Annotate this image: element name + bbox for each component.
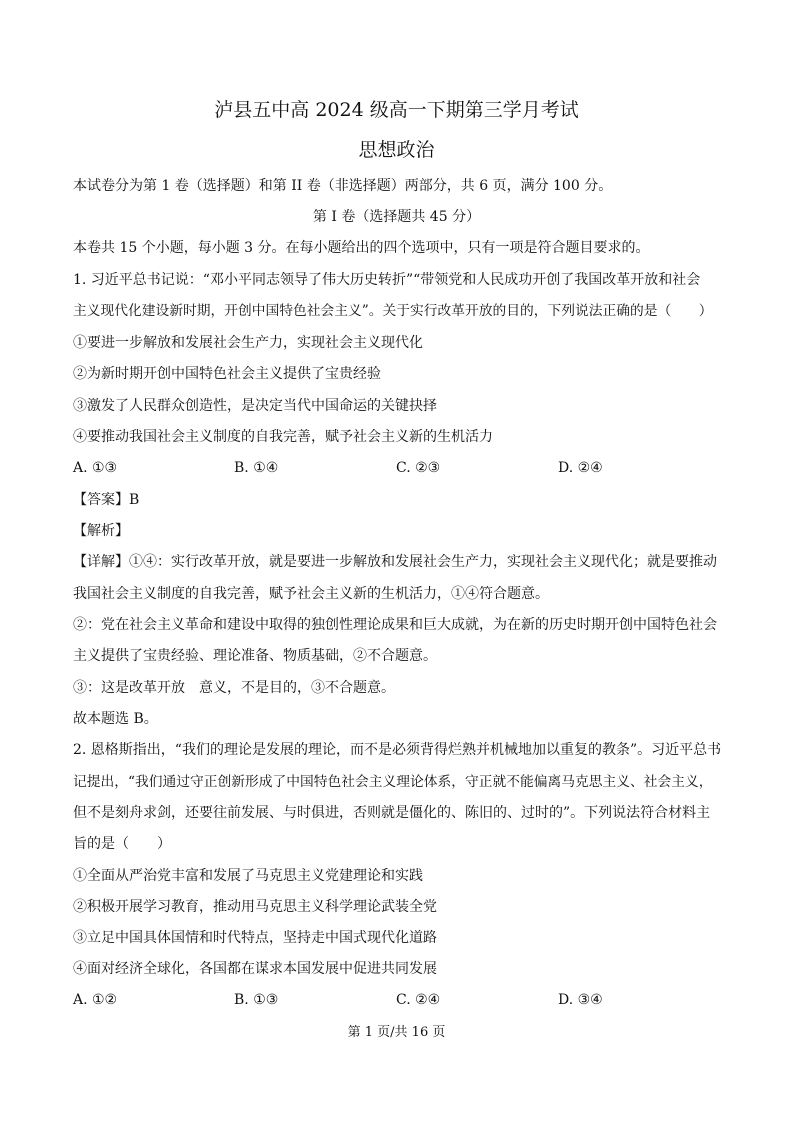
section-instruction: 本卷共 15 个小题，每小题 3 分。在每小题给出的四个选项中，只有一项是符合题目要求的。	[73, 240, 650, 256]
q1-option-a: A. ①③	[73, 460, 118, 476]
q1-stem-line2: 主义现代化建设新时期，开创中国特色社会主义”。关于实行改革开放的目的，下列说法正确的是（ ）	[73, 303, 713, 319]
q1-answer: 【答案】B	[73, 492, 140, 508]
q1-statement-2: ②为新时期开创中国特色社会主义提供了宝贵经验	[73, 366, 381, 382]
q1-stem-line1: 1. 习近平总书记说：“邓小平同志领导了伟大历史转折”“带领党和人民成功开创了我国改革开放和社会	[73, 272, 701, 288]
q1-detail-line1: 【详解】①④：实行改革开放，就是要进一步解放和发展社会生产力，实现社会主义现代化；就是要推动	[73, 554, 717, 570]
q1-options	[73, 458, 723, 478]
page-footer: 第 1 页/共 16 页	[347, 1025, 446, 1040]
q2-statement-4: ④面对经济全球化，各国都在谋求本国发展中促进共同发展	[73, 961, 437, 977]
subject-title: 思想政治	[358, 139, 435, 161]
exam-title: 泸县五中高 2024 级高一下期第三学月考试	[214, 99, 579, 121]
q1-detail-line2: 我国社会主义制度的自我完善，赋予社会主义新的生机活力，①④符合题意。	[73, 586, 549, 602]
q2-statement-2: ②积极开展学习教育，推动用马克思主义科学理论武装全党	[73, 899, 437, 915]
q1-option-c: C. ②③	[396, 460, 441, 476]
q1-detail-line4: 主义提供了宝贵经验、理论准备、物质基础，②不合题意。	[73, 648, 437, 664]
exam-intro: 本试卷分为第 1 卷（选择题）和第 II 卷（非选择题）两部分，共 6 页，满分 100 分。	[73, 178, 613, 194]
q1-conclusion: 故本题选 B。	[73, 711, 158, 727]
q2-statement-3: ③立足中国具体国情和时代特点，坚持走中国式现代化道路	[73, 930, 437, 946]
q1-statement-1: ①要进一步解放和发展社会生产力，实现社会主义现代化	[73, 335, 423, 351]
q2-stem-line2: 记提出，“我们通过守正创新形成了中国特色社会主义理论体系，守正就不能偏离马克思主义、社会主义，	[73, 774, 713, 790]
q1-statement-4: ④要推动我国社会主义制度的自我完善，赋予社会主义新的生机活力	[73, 429, 493, 445]
q2-statement-1: ①全面从严治党丰富和发展了马克思主义党建理论和实践	[73, 868, 423, 884]
q2-options	[73, 990, 723, 1010]
q1-statement-3: ③激发了人民群众创造性，是决定当代中国命运的关键抉择	[73, 398, 437, 414]
q1-option-d: D. ②④	[558, 460, 603, 476]
q2-option-b: B. ①③	[234, 992, 279, 1008]
q1-detail-line5: ③：这是改革开放 意义，不是目的，③不合题意。	[73, 680, 395, 696]
q2-option-d: D. ③④	[558, 992, 603, 1008]
q2-stem-line3: 但不是刻舟求剑，还要往前发展、与时俱进，否则就是僵化的、陈旧的、过时的”。下列说法符合材料主	[73, 805, 711, 821]
q1-option-b: B. ①④	[234, 460, 279, 476]
q1-detail-line3: ②：党在社会主义革命和建设中取得的独创性理论成果和巨大成就，为在新的历史时期开创中国特色社会	[73, 617, 717, 633]
q2-option-a: A. ①②	[73, 992, 118, 1008]
q2-option-c: C. ②④	[396, 992, 441, 1008]
section-heading: 第 I 卷（选择题共 45 分）	[312, 209, 481, 225]
q2-stem-line4: 旨的是（ ）	[73, 836, 171, 852]
q1-analysis-label: 【解析】	[73, 523, 129, 539]
q2-stem-line1: 2. 恩格斯指出，“我们的理论是发展的理论，而不是必须背得烂熟并机械地加以重复的教条”。习近平总书	[73, 742, 722, 758]
